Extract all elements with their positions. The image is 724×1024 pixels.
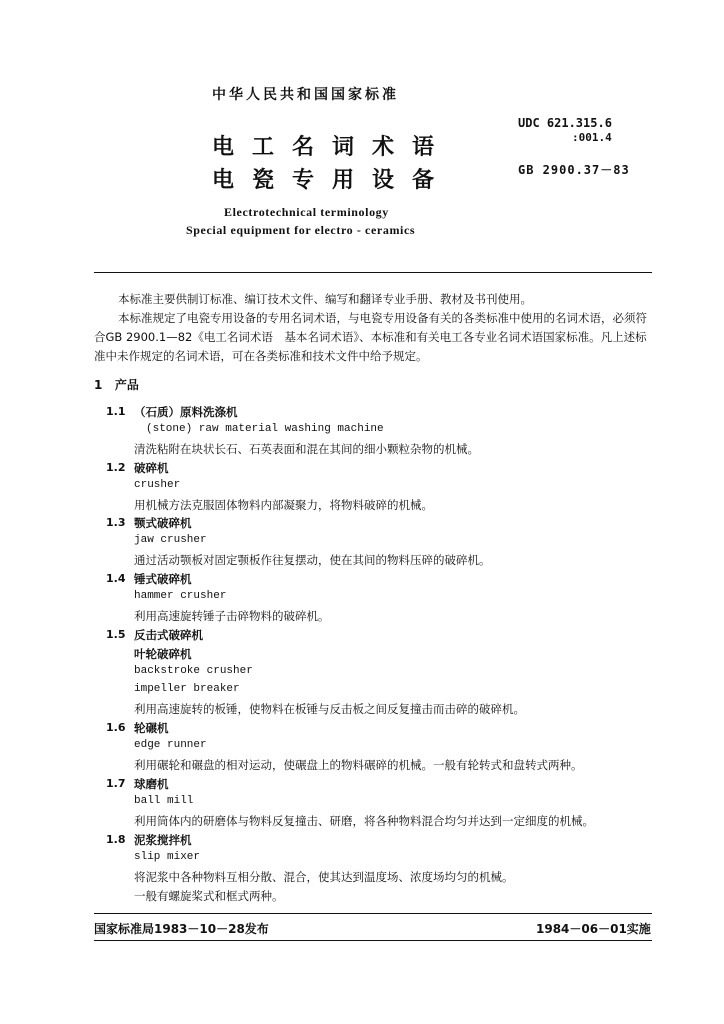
footer-bottom-divider	[94, 940, 652, 941]
item-definition: 通过活动颚板对固定颚板作往复摆动，使在其间的物料压碎的破碎机。	[134, 553, 491, 567]
item-term: 球磨机	[134, 777, 169, 791]
header-divider	[94, 272, 652, 273]
item-definition: 清洗粘附在块状长石、石英表面和混在其间的细小颗粒杂物的机械。	[134, 442, 479, 456]
item-number: 1.8	[106, 833, 126, 846]
item-english: ball mill	[134, 795, 194, 807]
item-definition-note: 一般有螺旋桨式和框式两种。	[134, 889, 284, 903]
item-number: 1.2	[106, 461, 126, 474]
issue-date: 国家标准局1983－10－28发布	[94, 922, 269, 936]
item-term: 颚式破碎机	[134, 516, 192, 530]
item-english: crusher	[134, 479, 181, 491]
section-title: 产品	[114, 378, 139, 392]
item-number: 1.3	[106, 516, 126, 529]
standard-title: 中华人民共和国国家标准	[212, 87, 399, 103]
udc-code-suffix: :001.4	[572, 131, 612, 144]
section-number: 1	[94, 378, 103, 392]
item-number: 1.7	[106, 777, 126, 790]
english-title-line2: Special equipment for electro - ceramics	[186, 223, 416, 237]
item-definition: 利用筒体内的研磨体与物料反复撞击、研磨，将各种物料混合均匀并达到一定细度的机械。	[134, 814, 594, 828]
item-english-synonym: impeller breaker	[134, 683, 240, 695]
intro-paragraph-1: 本标准主要供制订标准、编订技术文件、编写和翻译专业手册、教材及书刊使用。	[118, 292, 532, 306]
item-number: 1.4	[106, 572, 126, 585]
english-title-line1: Electrotechnical terminology	[224, 205, 389, 219]
item-term: 轮碾机	[134, 721, 169, 735]
item-term-synonym: 叶轮破碎机	[134, 647, 192, 661]
document-title-line1: 电工名词术语	[212, 135, 453, 160]
item-english: backstroke crusher	[134, 665, 253, 677]
item-english: edge runner	[134, 739, 207, 751]
item-definition: 利用碾轮和碾盘的相对运动，使碾盘上的物料碾碎的机械。一般有轮转式和盘转式两种。	[134, 758, 583, 772]
item-number: 1.1	[106, 405, 126, 418]
item-english: hammer crusher	[134, 590, 227, 602]
udc-code: UDC 621.315.6	[518, 116, 612, 130]
footer-divider	[94, 913, 652, 914]
item-term: （石质）原料洗涤机	[134, 405, 238, 419]
gb-number: GB 2900.37－83	[518, 163, 630, 177]
item-definition: 利用高速旋转的板锤，使物料在板锤与反击板之间反复撞击而击碎的破碎机。	[134, 702, 525, 716]
item-term: 锤式破碎机	[134, 572, 192, 586]
item-term: 破碎机	[134, 461, 169, 475]
effective-date: 1984－06－01实施	[536, 922, 651, 936]
item-number: 1.5	[106, 628, 126, 641]
item-number: 1.6	[106, 721, 126, 734]
item-term: 泥浆搅拌机	[134, 833, 192, 847]
intro-paragraph-2: 本标准规定了电瓷专用设备的专用名词术语，与电瓷专用设备有关的各类标准中使用的名词术语，必须符合GB 2900.1—82《电工名词术语 基本名词术语》、本标准和有关电工各专业名词术语国家标准。凡上述标准中未作规定的名词术语，可在各类标准和技术文件中给予规定。	[94, 311, 647, 363]
item-definition: 利用高速旋转锤子击碎物料的破碎机。	[134, 609, 330, 623]
item-definition: 用机械方法克服固体物料内部凝聚力，将物料破碎的机械。	[134, 498, 433, 512]
item-english: (stone) raw material washing machine	[146, 423, 384, 435]
section-heading	[94, 376, 139, 393]
item-english: slip mixer	[134, 851, 201, 863]
item-english: jaw crusher	[134, 534, 207, 546]
document-title-line2: 电瓷专用设备	[212, 168, 453, 193]
item-term: 反击式破碎机	[134, 628, 203, 642]
item-definition: 将泥浆中各种物料互相分散、混合，使其达到温度场、浓度场均匀的机械。	[134, 870, 514, 884]
